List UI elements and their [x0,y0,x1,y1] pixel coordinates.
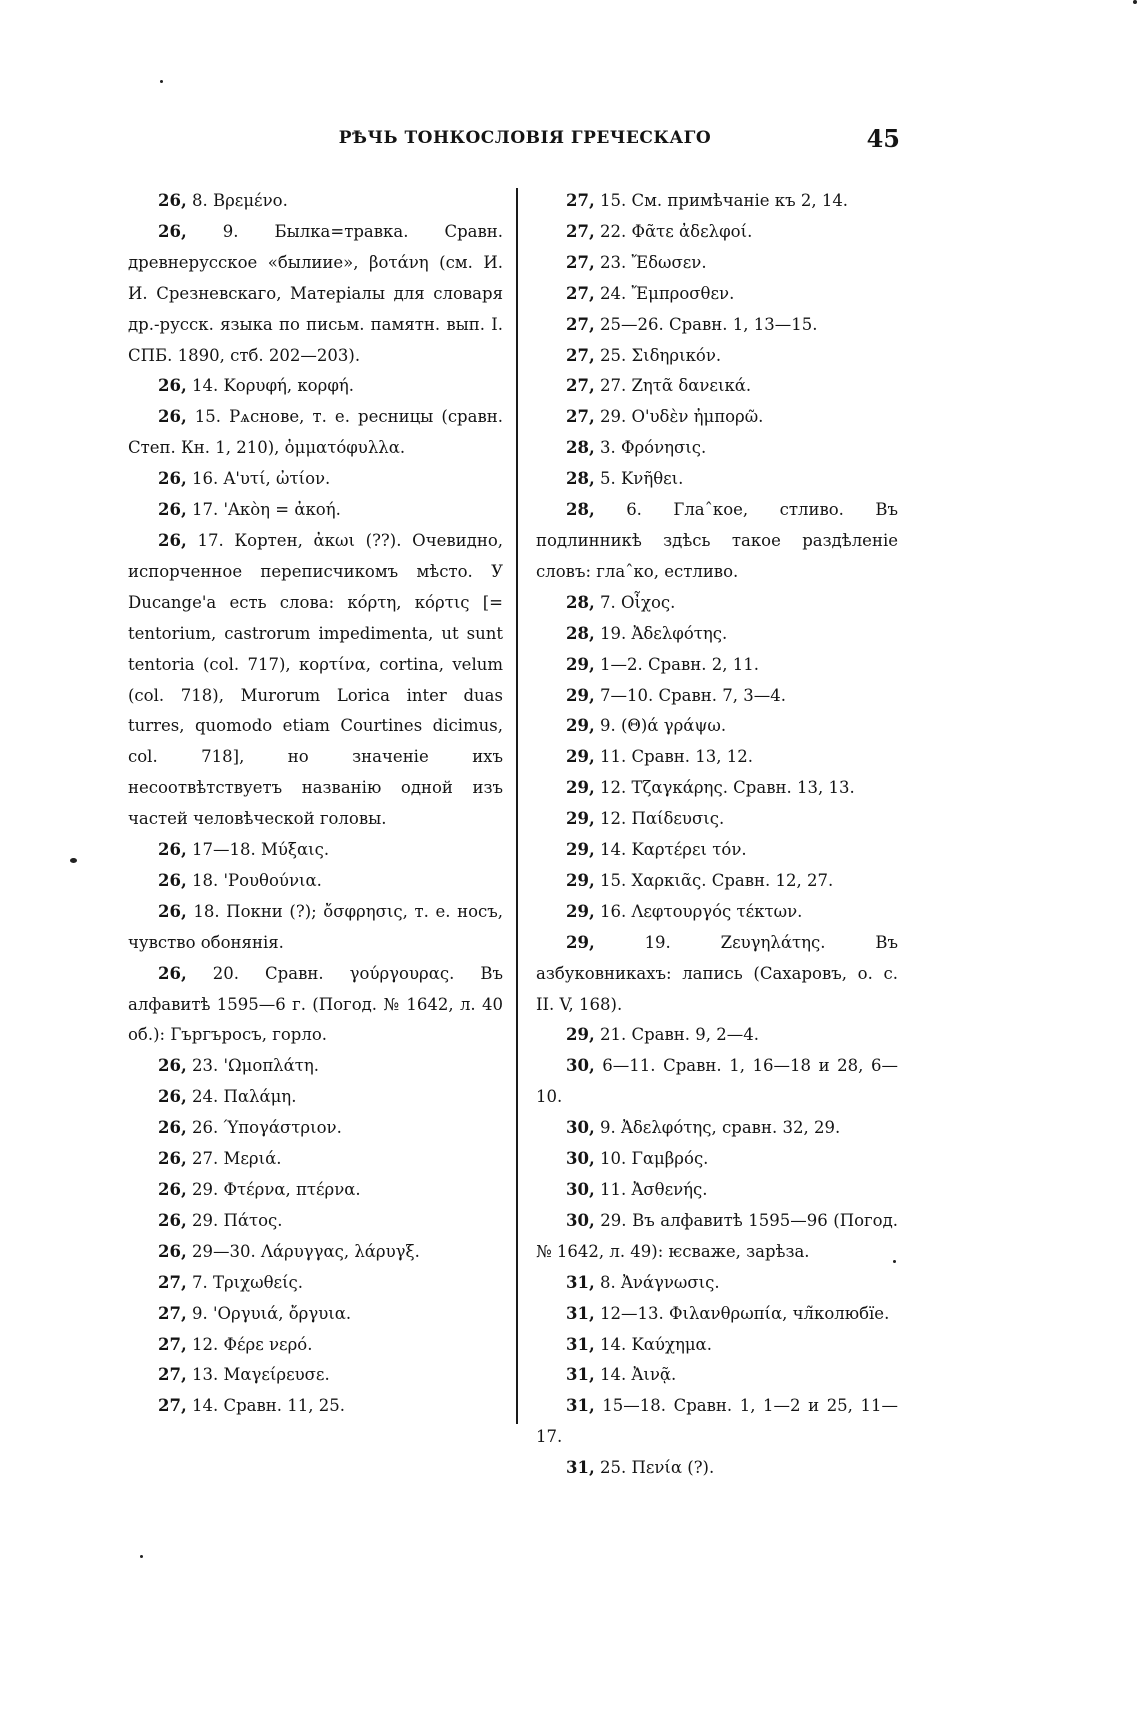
entry-reference: 29, [566,685,595,705]
entry-text: 14. Κορυφή, κορφή. [191,376,355,396]
entry-text: 25. Σιδηρικόν. [599,345,722,365]
index-entry [128,464,503,495]
entry-reference: 30, [566,1180,595,1199]
entry-reference: 31, [566,1334,595,1354]
entry-text: 29. Πάτος. [191,1210,283,1230]
index-entry [536,773,898,804]
entry-reference: 28, [566,438,595,458]
entry-reference: 30, [566,1210,595,1230]
scan-speck-mark [893,1260,896,1263]
entry-text: 10. Γαμβρός. [599,1149,709,1169]
entry-text: 18. 'Ρουθούνια. [191,870,322,890]
index-entry [128,1268,503,1299]
entry-reference: 26, [158,901,187,921]
entry-text: 25. Πενία (?). [599,1458,715,1478]
index-entry [536,1051,898,1113]
entry-reference: 27, [566,314,595,334]
index-entry [536,619,898,650]
entry-reference: 26, [158,191,187,210]
index-entry [128,495,503,526]
entry-reference: 26, [158,1087,187,1107]
index-entry [536,866,898,897]
entry-reference: 26, [158,1056,187,1076]
entry-reference: 29, [566,840,595,860]
entry-text: 12—13. Φιλανθρωπία, чл̃колюбїе. [599,1303,890,1323]
index-entry [128,959,503,1052]
entry-reference: 26, [158,1180,187,1199]
entry-reference: 27, [158,1396,187,1416]
index-entry [536,495,898,588]
entry-reference: 27, [158,1303,187,1323]
entry-reference: 26, [158,407,187,427]
entry-text: 6—11. Сравн. 1, 16—18 и 28, 6—10. [536,1056,898,1107]
entry-text: 27. Μεριά. [191,1149,282,1169]
index-entry [128,217,503,372]
index-entry [536,464,898,495]
index-entry [128,1391,503,1422]
index-entry [536,1020,898,1051]
entry-reference: 26, [158,221,187,241]
entry-text: 29. Ο'υδὲν ἠμπορῶ. [599,407,764,427]
right-column [536,186,898,1484]
entry-reference: 29, [566,654,595,674]
entry-reference: 27, [566,407,595,427]
index-entry [536,1360,898,1391]
entry-text: 23. 'Ωμοπλάτη. [191,1056,320,1076]
index-entry [536,1268,898,1299]
column-divider [516,188,518,1424]
index-entry [536,835,898,866]
index-entry [128,1144,503,1175]
entry-reference: 27, [566,252,595,272]
entry-reference: 26, [158,530,187,550]
entry-text: 16. Λεφτουργός τέκτων. [599,901,803,921]
entry-text: 29. Φτέρνα, πτέρνα. [191,1180,361,1199]
entry-text: 8. Βρεμένο. [191,191,288,210]
index-entry [128,526,503,835]
entry-text: 16. Α'υτί, ὠτίον. [191,469,331,489]
entry-reference: 27, [566,221,595,241]
entry-text: 20. Сравн. γούργουρας. Въ алфавитѣ 1595—6 г. (Погод. № 1642, л. 40 об.): Гъргъросъ, горло. [128,963,503,1045]
entry-text: 23. Ἔδωσεν. [599,252,707,272]
index-entry [536,1175,898,1206]
entry-text: 24. Ἔμπροσθεν. [599,283,735,303]
index-entry [536,341,898,372]
entry-reference: 26, [158,1241,187,1261]
entry-text: 27. Ζητᾶ δανεικά. [599,376,752,396]
entry-reference: 29, [566,747,595,767]
entry-text: 24. Παλάμη. [191,1087,297,1107]
entry-text: 18. Покни (?); ὄσφρησις, т. е. носъ, чувство обонянія. [128,901,503,952]
index-entry [536,217,898,248]
entry-text: 11. Сравн. 13, 12. [599,747,753,767]
entry-reference: 26, [158,469,187,489]
entry-text: 12. Τζαγκάρης. Сравн. 13, 13. [599,778,855,798]
entry-text: 15. См. примѣчаніе къ 2, 14. [599,191,849,210]
entry-reference: 31, [566,1458,595,1478]
index-entry [536,711,898,742]
entry-reference: 28, [566,592,595,612]
entry-reference: 26, [158,500,187,520]
entry-reference: 27, [158,1272,187,1292]
entry-reference: 31, [566,1365,595,1385]
page-number: 45 [866,124,900,153]
index-entry [536,897,898,928]
entry-reference: 31, [566,1396,595,1416]
scan-speck-mark [1133,0,1137,4]
entry-text: 25—26. Сравн. 1, 13—15. [599,314,818,334]
entry-text: 3. Φρόνησις. [599,438,707,458]
index-entry [128,402,503,464]
scan-speck-mark [160,80,163,83]
entry-text: 15—18. Сравн. 1, 1—2 и 25, 11—17. [536,1396,898,1447]
entry-reference: 29, [566,778,595,798]
index-entry [128,1330,503,1361]
page-title: РѢЧЬ ТОНКОСЛОВІЯ ГРЕЧЕСКАГО [338,128,712,148]
left-column [128,186,503,1422]
entry-text: 7. Τριχωθείς. [191,1272,304,1292]
entry-reference: 26, [158,1149,187,1169]
index-entry [536,1113,898,1144]
entry-text: 15. Χαρκιᾶς. Сравн. 12, 27. [599,870,834,890]
entry-text: 9. Ἀδελφότης, сравн. 32, 29. [599,1118,841,1138]
entry-reference: 26, [158,376,187,396]
entry-reference: 26, [158,963,187,983]
index-entry [536,1299,898,1330]
entry-reference: 29, [566,932,595,952]
entry-reference: 27, [566,283,595,303]
index-entry [536,1144,898,1175]
entry-text: 19. Ἀδελφότης. [599,623,728,643]
entry-text: 9. (Θ)ά γράψω. [599,716,727,736]
entry-text: 21. Сравн. 9, 2—4. [599,1025,759,1045]
entry-text: 29. Въ алфавитѣ 1595—96 (Погод. № 1642, л. 49): ѥсваже, зарѣза. [536,1210,899,1261]
entry-text: 14. Καύχημα. [599,1334,712,1354]
entry-reference: 30, [566,1118,595,1138]
entry-reference: 31, [566,1272,595,1292]
entry-text: 14. Καρτέρει τόν. [599,840,747,860]
entry-reference: 27, [566,376,595,396]
index-entry [536,588,898,619]
entry-text: 17—18. Μύξαις. [191,840,330,860]
index-entry [536,1330,898,1361]
index-entry [536,248,898,279]
entry-text: 8. Ἀνάγνωσις. [599,1272,720,1292]
entry-reference: 26, [158,840,187,860]
index-entry [128,1299,503,1330]
index-entry [536,310,898,341]
entry-reference: 30, [566,1056,595,1076]
index-entry [536,804,898,835]
index-entry [128,1206,503,1237]
entry-text: 19. Ζευγηλάτης. Въ азбуковникахъ: лапись (Сахаровъ, о. с. II. V, 168). [536,932,898,1014]
index-entry [128,835,503,866]
entry-reference: 28, [566,500,595,520]
index-entry [536,433,898,464]
entry-reference: 27, [158,1365,187,1385]
index-entry [536,650,898,681]
scan-speck-mark [140,1555,143,1558]
entry-text: 14. Сравн. 11, 25. [191,1396,345,1416]
entry-text: 6. Глаˆкое, стливо. Въ подлинникѣ здѣсь такое раздѣленіе словъ: глаˆко, естливо. [536,500,898,581]
entry-reference: 27, [566,191,595,210]
entry-text: 12. Φέρε νερό. [191,1334,313,1354]
entry-text: 29—30. Λάρυγγας, λάρυγξ. [191,1241,420,1261]
index-entry [128,897,503,959]
entry-reference: 26, [158,1118,187,1138]
entry-text: 1—2. Сравн. 2, 11. [599,654,759,674]
entry-text: 22. Φᾶτε ἀδελφοί. [599,221,753,241]
entry-reference: 26, [158,870,187,890]
index-entry [128,1175,503,1206]
entry-reference: 30, [566,1149,595,1169]
entry-reference: 31, [566,1303,595,1323]
index-entry [536,1391,898,1453]
entry-reference: 28, [566,623,595,643]
entry-text: 7. Οἶχος. [599,592,676,612]
entry-reference: 27, [566,345,595,365]
index-entry [536,1206,898,1268]
entry-text: 9. Былка=травка. Сравн. древнерусское «былиие», βοτάνη (см. И. И. Срезневскаго, Матеріалы для словаря др.-русск. языка по письм. памятн. вып. I. СПБ. 1890, стб. 202—203). [128,221,504,365]
index-entry [536,681,898,712]
entry-reference: 29, [566,901,595,921]
entry-text: 17. 'Ακὸη = ἀκοή. [191,500,341,520]
index-entry [536,186,898,217]
running-header [150,124,900,158]
entry-reference: 29, [566,716,595,736]
entry-text: 14. Ἀινᾷ. [599,1365,677,1385]
index-entry [536,1453,898,1484]
entry-text: 13. Μαγείρευσε. [191,1365,330,1385]
index-entry [536,402,898,433]
index-entry [128,1360,503,1391]
index-entry [128,1082,503,1113]
entry-text: 17. Кортен, ἀκωι (??). Очевидно, испорченное переписчикомъ мѣсто. У Ducange'a есть слова: κόρτη, κόρτις [= tentorium, castrorum impedimenta, ut sunt tentoria (col. 717), κορτίνα, cortina, velum (col. 718), Murorum Lorica inter duas turres, quomodo etiam Courtines dicimus, col. 718], но значеніе ихъ несоотвѣтствуетъ названію одной изъ частей человѣческой головы. [128,530,503,829]
entry-text: 9. 'Οργυιά, ὄργυια. [191,1303,352,1323]
index-entry [536,279,898,310]
entry-reference: 27, [158,1334,187,1354]
index-entry [536,928,898,1021]
index-entry [128,186,503,217]
index-entry [128,1113,503,1144]
index-entry [128,1051,503,1082]
entry-text: 11. Ἀσθενής. [599,1180,708,1199]
entry-reference: 29, [566,1025,595,1045]
entry-reference: 28, [566,469,595,489]
scan-speck-mark [70,858,77,863]
entry-text: 12. Παίδευσις. [599,809,725,829]
index-entry [128,1237,503,1268]
entry-reference: 26, [158,1210,187,1230]
entry-reference: 29, [566,809,595,829]
index-entry [536,742,898,773]
entry-text: 7—10. Сравн. 7, 3—4. [599,685,786,705]
entry-text: 26. Ύπογάστριον. [191,1118,342,1138]
entry-text: 15. Ρѧснове, т. е. ресницы (сравн. Степ. Кн. 1, 210), ὀμματόφυλλα. [128,407,503,458]
index-entry [128,866,503,897]
entry-reference: 29, [566,870,595,890]
index-entry [128,371,503,402]
index-entry [536,371,898,402]
entry-text: 5. Κνῆθει. [599,469,684,489]
